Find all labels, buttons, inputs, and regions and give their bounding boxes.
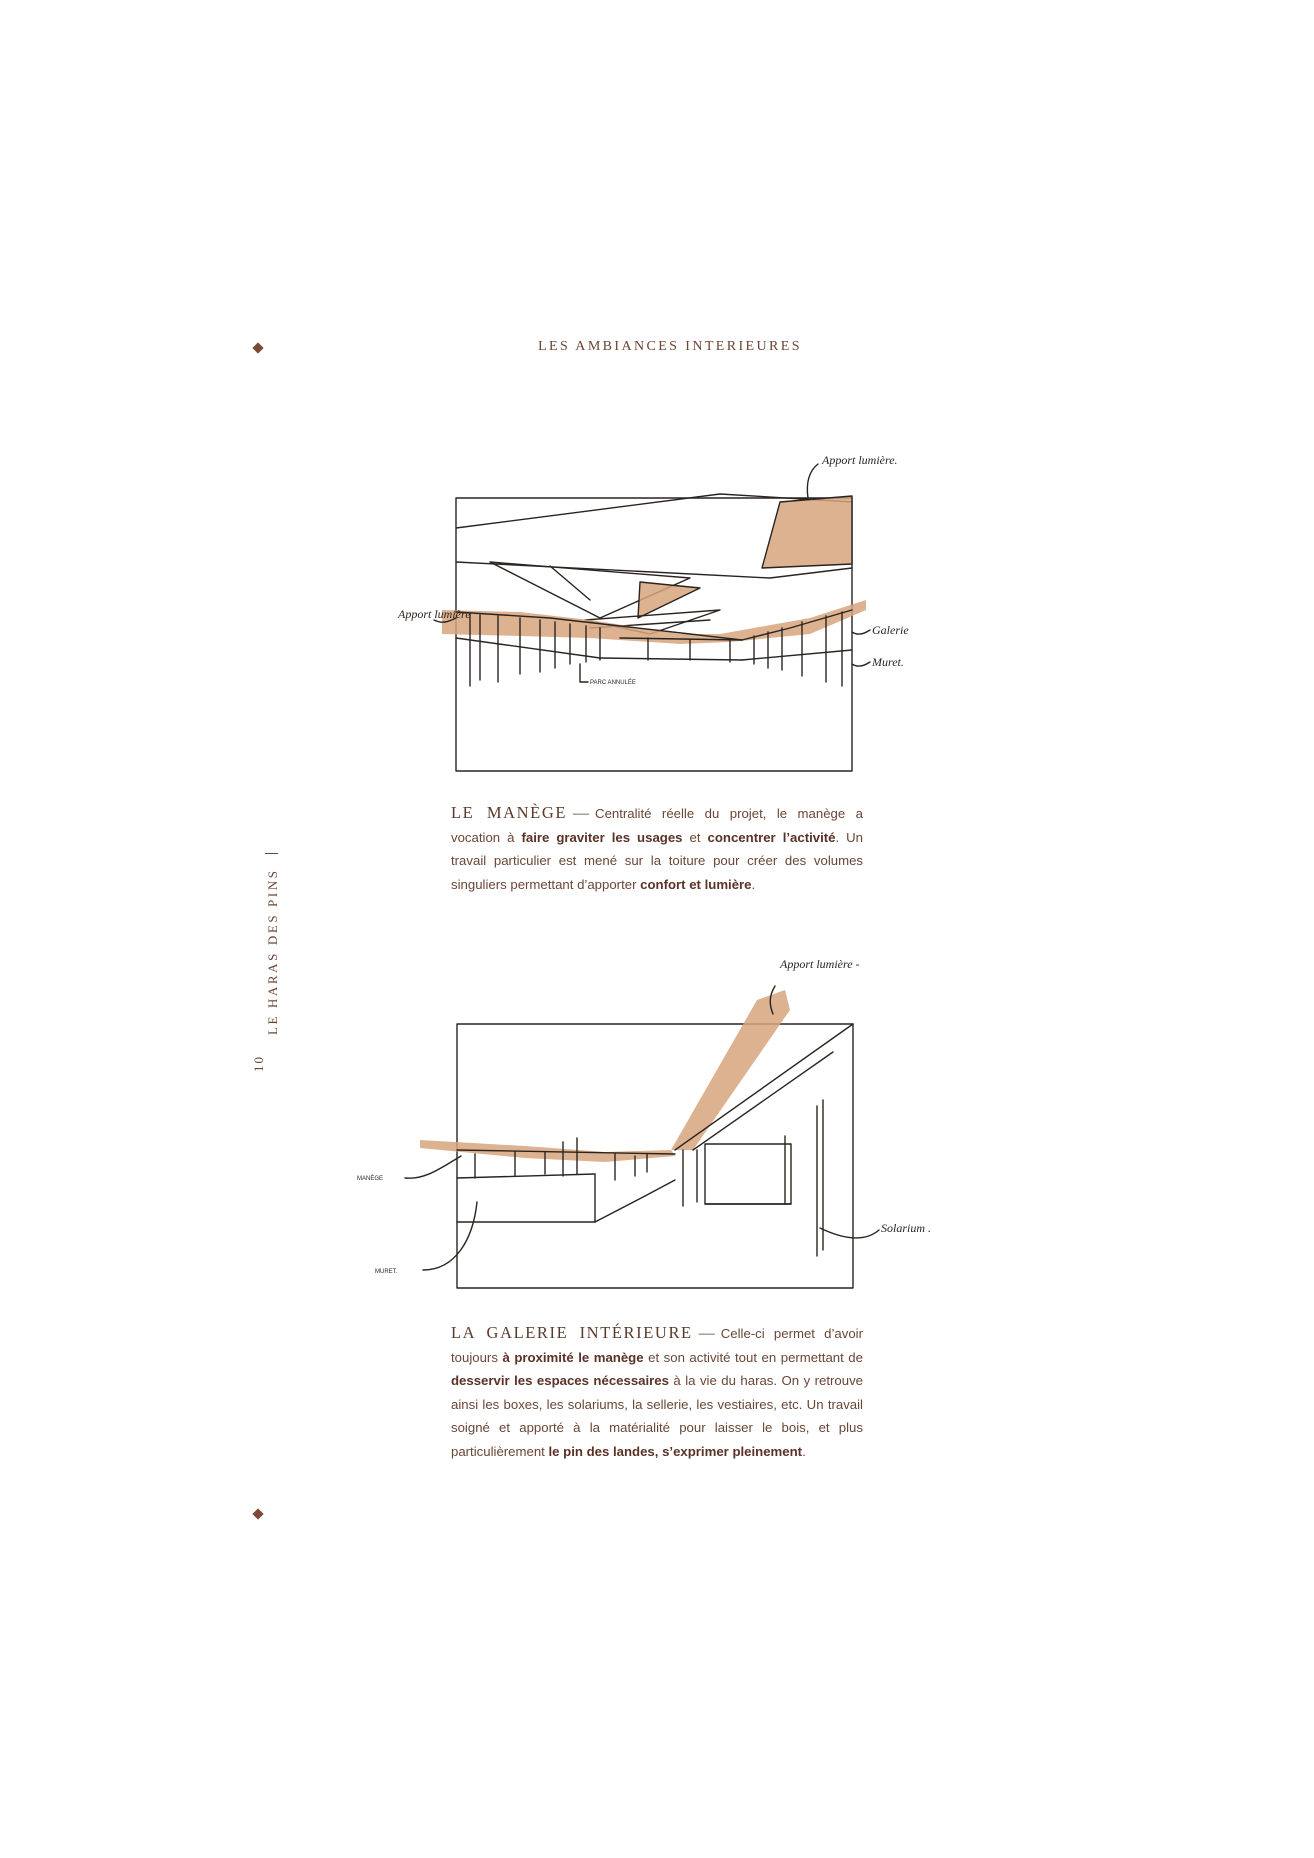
side-label bbox=[265, 843, 281, 1035]
caption-galerie-text-2: et son activité tout en permettant de bbox=[643, 1349, 863, 1365]
note-muret-galerie: MURET. bbox=[375, 1269, 398, 1275]
note-manege: MANÈGE bbox=[357, 1176, 384, 1182]
note-floor: PARC ANNULÉE bbox=[590, 680, 636, 686]
note-apport-lumiere-top: Apport lumière. bbox=[822, 453, 898, 467]
caption-galerie-text-4: . bbox=[802, 1443, 806, 1459]
caption-galerie-text-3: à la vie du haras. On y retrouve ainsi les boxes, les solariums, la sellerie, les vestiaires, etc. Un travail soigné et apporté à la matérialité pour laisser le bois, et plus particulièrement bbox=[451, 1373, 863, 1459]
caption-manege-text-1: Centralité réelle du projet, le manège a vocation à bbox=[451, 806, 863, 845]
caption-galerie-title: LA GALERIE INTÉRIEURE bbox=[451, 1323, 693, 1342]
caption-galerie bbox=[451, 1321, 863, 1464]
caption-galerie-bold-3: le pin des landes, s’exprimer pleinement bbox=[548, 1443, 803, 1459]
note-galerie: Galerie bbox=[872, 623, 909, 637]
skylight-wash-3 bbox=[671, 990, 790, 1150]
page-number: 10 bbox=[251, 1055, 266, 1072]
note-apport-lumiere-left: Apport lumière bbox=[398, 607, 471, 621]
caption-manege-title: LE MANÈGE bbox=[451, 803, 568, 822]
side-label-divider bbox=[265, 853, 278, 854]
caption-manege-text-3: . Un travail particulier est mené sur la toiture pour créer des volumes singuliers permettant d’apporter bbox=[451, 829, 864, 892]
caption-manege-bold-2: concentrer l’activité bbox=[707, 829, 836, 845]
note-apport-lumiere-galerie: Apport lumière - bbox=[780, 957, 860, 971]
caption-manege-text-2: et bbox=[682, 829, 708, 845]
caption-galerie-bold-2: desservir les espaces nécessaires bbox=[451, 1373, 669, 1389]
sketch-galerie bbox=[345, 940, 945, 1300]
caption-manege-dash: — bbox=[573, 805, 590, 822]
running-head: LES AMBIANCES INTERIEURES bbox=[538, 339, 802, 354]
skylight-wash-1 bbox=[762, 496, 852, 568]
caption-galerie-bold-1: à proximité le manège bbox=[502, 1349, 644, 1365]
caption-manege-bold-1: faire graviter les usages bbox=[521, 829, 683, 845]
ornament-diamond-bottom bbox=[252, 1508, 263, 1519]
note-solarium: Solarium . bbox=[881, 1221, 932, 1235]
note-muret: Muret. bbox=[872, 655, 904, 669]
side-label-text: LE HARAS DES PINS bbox=[265, 868, 280, 1035]
ornament-diamond-top bbox=[252, 342, 263, 353]
caption-manege bbox=[451, 801, 863, 896]
caption-manege-text-4: . bbox=[751, 876, 756, 892]
caption-manege-bold-3: confort et lumière bbox=[640, 876, 752, 892]
caption-galerie-text-1: Celle-ci permet d’avoir toujours bbox=[451, 1326, 863, 1365]
sketch-manege bbox=[390, 450, 910, 780]
caption-galerie-dash: — bbox=[698, 1325, 715, 1342]
